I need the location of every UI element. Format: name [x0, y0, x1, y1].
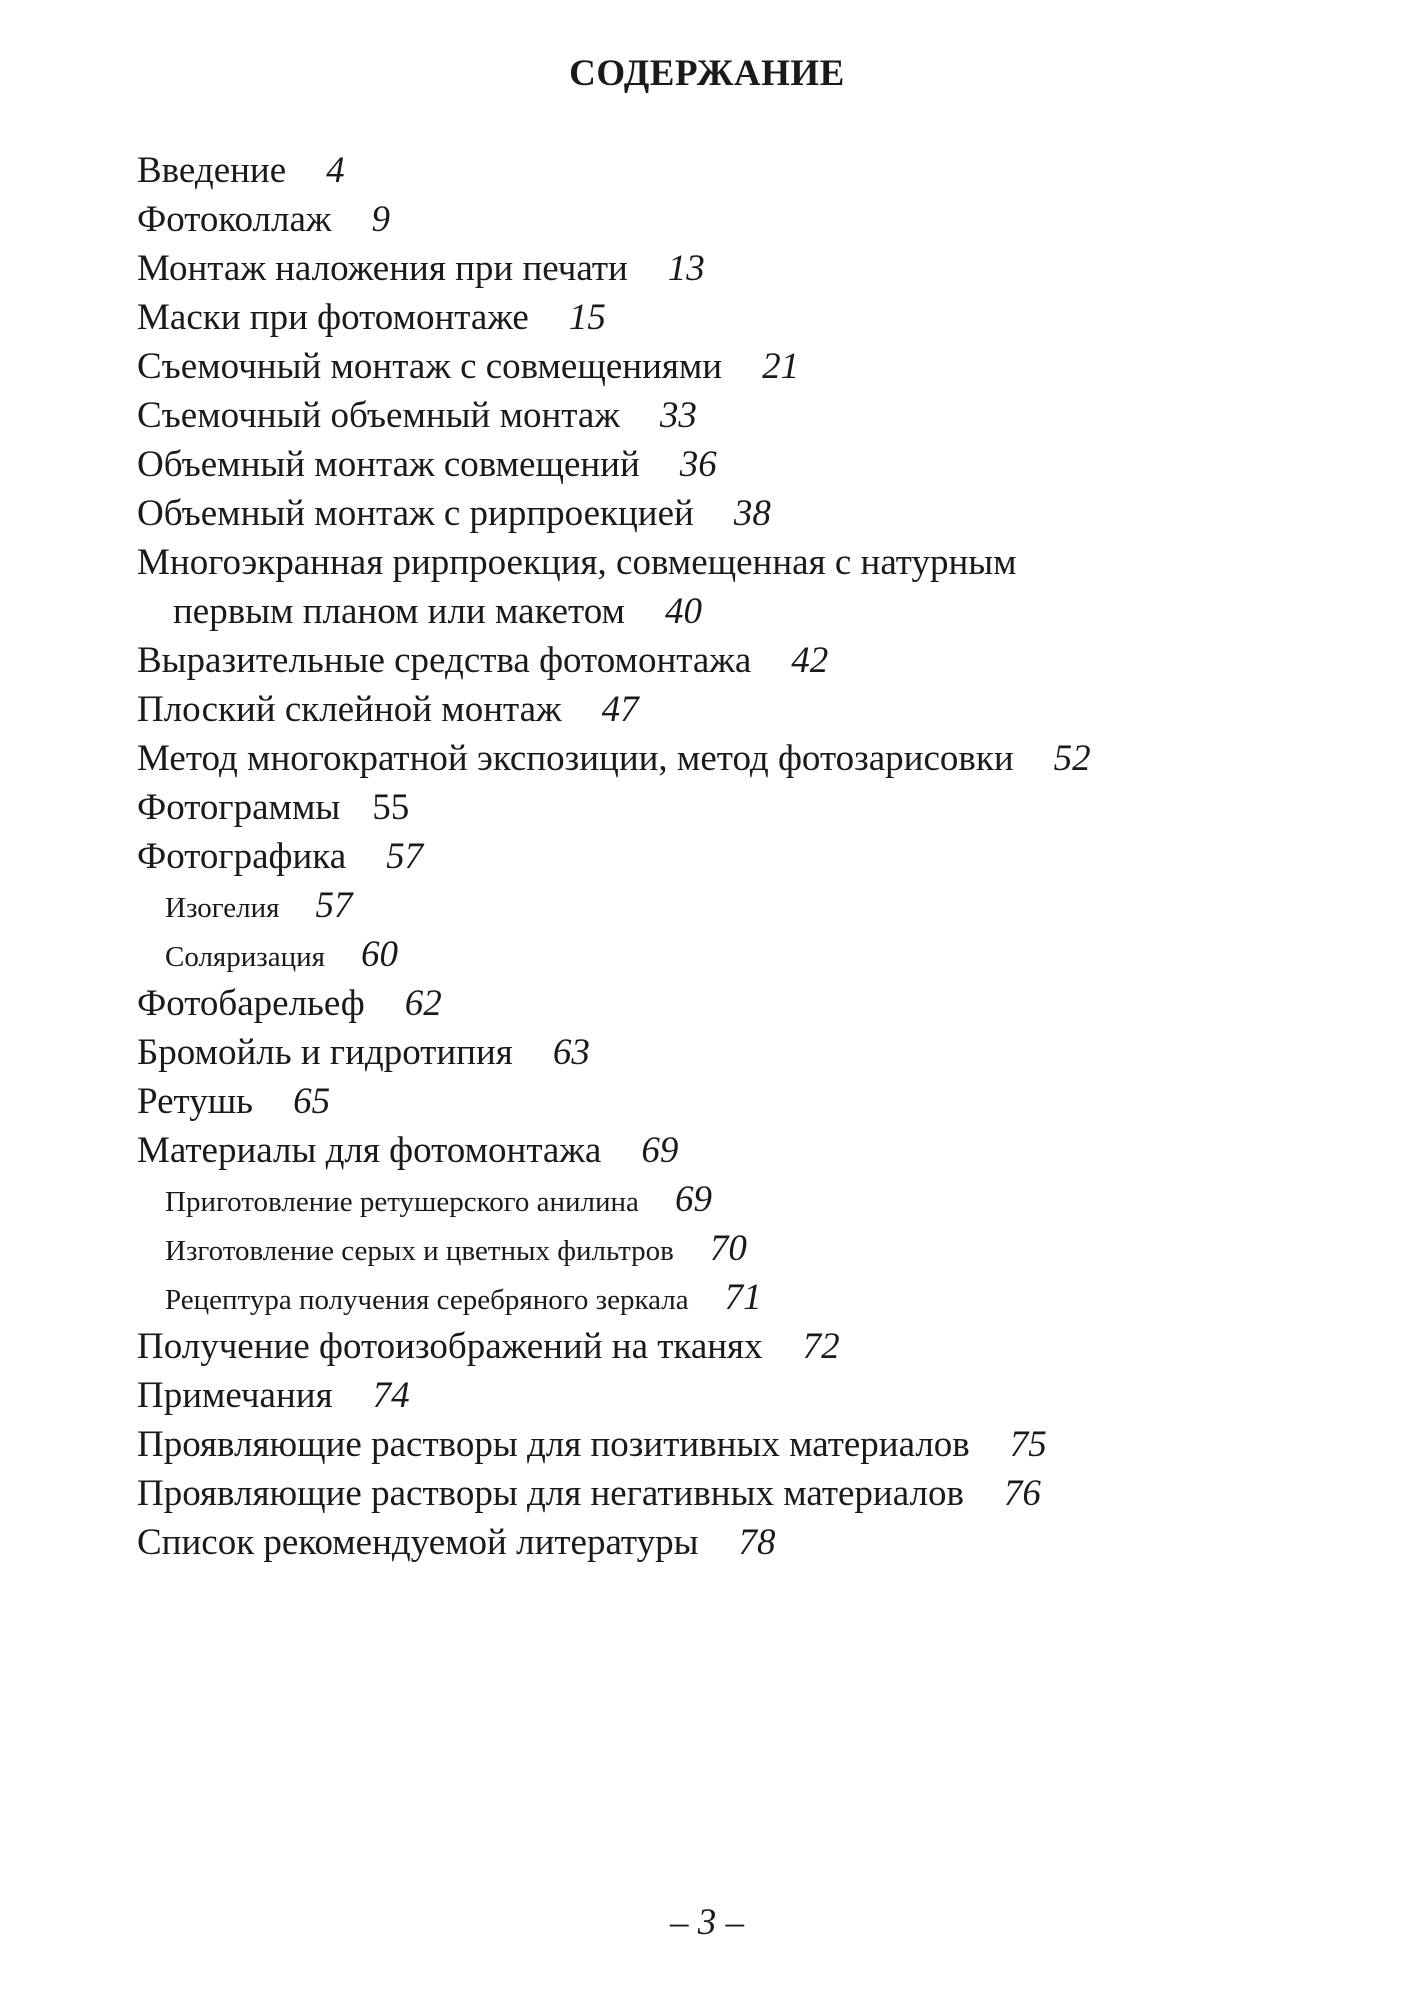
toc-entry-title: Съемочный объемный монтаж [137, 395, 620, 436]
toc-subentry[interactable] [137, 1224, 1091, 1273]
page-number: – 3 – [670, 1902, 744, 1943]
toc-entry[interactable] [137, 1126, 1091, 1175]
toc-entry-title: Бромойль и гидротипия [137, 1032, 513, 1073]
toc-entry[interactable] [137, 636, 1091, 685]
toc-entry[interactable] [137, 538, 1091, 587]
toc-subentry[interactable] [137, 1175, 1091, 1224]
toc-page-number: 38 [733, 493, 771, 534]
toc-entry[interactable] [137, 1028, 1091, 1077]
toc-page-number: 33 [659, 395, 697, 436]
toc-page-number: 13 [667, 248, 705, 289]
page-title: СОДЕРЖАНИЕ [569, 53, 845, 94]
toc-entry-title: Фотографика [137, 836, 347, 877]
toc-entry-title: Список рекомендуемой литературы [137, 1522, 699, 1563]
toc-page-number: 76 [1003, 1473, 1041, 1514]
toc-entry[interactable] [137, 195, 1091, 244]
toc-page-number: 69 [641, 1130, 679, 1171]
toc-page-number: 47 [601, 689, 639, 730]
toc-entry-title: Ретушь [137, 1081, 254, 1122]
toc-entry[interactable] [137, 1077, 1091, 1126]
toc-entry[interactable] [137, 685, 1091, 734]
toc-entry[interactable] [137, 146, 1091, 195]
toc-entry[interactable] [137, 783, 1091, 832]
toc-subentry[interactable] [137, 881, 1091, 930]
toc-entry[interactable] [137, 1518, 1091, 1567]
toc-page-number: 15 [568, 297, 606, 338]
toc-page-number: 4 [326, 150, 345, 191]
toc-entry-title: Фотобарельеф [137, 983, 365, 1024]
toc-page-number: 63 [552, 1032, 590, 1073]
toc-entry[interactable] [137, 342, 1091, 391]
toc-entry-title: Выразительные средства фотомонтажа [137, 640, 752, 681]
toc-entry-title: первым планом или макетом [173, 591, 625, 632]
toc-entry[interactable] [137, 832, 1091, 881]
toc-entry[interactable] [137, 391, 1091, 440]
toc-entry[interactable] [137, 979, 1091, 1028]
toc-page-number: 60 [361, 934, 398, 975]
toc-entry-title: Изготовление серых и цветных фильтров [165, 1235, 674, 1267]
toc-entry-title: Получение фотоизображений на тканях [137, 1326, 763, 1367]
toc-entry-title: Многоэкранная рирпроекция, совмещенная с натурным [137, 542, 1017, 583]
toc-entry-title: Изогелия [165, 892, 280, 924]
toc-page-number: 52 [1053, 738, 1091, 779]
toc-page-number: 75 [1009, 1424, 1047, 1465]
toc-page-number: 9 [371, 199, 390, 240]
toc-entry-title: Фотограммы [137, 787, 341, 828]
toc-page-number: 65 [293, 1081, 331, 1122]
toc-entry-title: Приготовление ретушерского анилина [165, 1186, 639, 1218]
toc-entry[interactable] [137, 1420, 1091, 1469]
toc-entry-title: Соляризация [165, 941, 325, 973]
toc-subentry[interactable] [137, 1273, 1091, 1322]
toc-entry[interactable] [137, 440, 1091, 489]
toc-page-number: 71 [724, 1277, 762, 1318]
toc-page-number: 57 [386, 836, 424, 877]
toc-page-number: 55 [372, 787, 410, 828]
toc-page-number: 40 [664, 591, 702, 632]
toc-page-number: 69 [674, 1179, 712, 1220]
toc-page-number: 57 [315, 885, 353, 926]
toc-entry-title: Примечания [137, 1375, 333, 1416]
toc-entry-title: Фотоколлаж [137, 199, 332, 240]
toc-page-number: 78 [738, 1522, 776, 1563]
toc-page-number: 42 [791, 640, 829, 681]
toc-entry-title: Съемочный монтаж с совмещениями [137, 346, 723, 387]
toc-entry[interactable] [137, 734, 1091, 783]
toc-entry[interactable] [137, 1371, 1091, 1420]
toc-entry-title: Монтаж наложения при печати [137, 248, 628, 289]
toc-page-number: 21 [762, 346, 800, 387]
toc-entry[interactable] [137, 1322, 1091, 1371]
toc-page-number: 62 [404, 983, 442, 1024]
toc-page-number: 74 [372, 1375, 410, 1416]
toc-entry-title: Маски при фотомонтаже [137, 297, 529, 338]
toc-page-number: 36 [679, 444, 717, 485]
toc-entry-title: Материалы для фотомонтажа [137, 1130, 602, 1171]
toc-entry[interactable] [137, 293, 1091, 342]
toc-entry-title: Метод многократной экспозиции, метод фотозарисовки [137, 738, 1014, 779]
toc-entry[interactable] [137, 244, 1091, 293]
toc-entry-title: Проявляющие растворы для позитивных материалов [137, 1424, 970, 1465]
table-of-contents [137, 146, 1091, 1567]
toc-entry-title: Объемный монтаж с рирпроекцией [137, 493, 694, 534]
toc-entry-title: Проявляющие растворы для негативных материалов [137, 1473, 964, 1514]
toc-entry-title: Объемный монтаж совмещений [137, 444, 640, 485]
toc-entry[interactable] [137, 489, 1091, 538]
toc-page-number: 72 [802, 1326, 840, 1367]
toc-subentry[interactable] [137, 930, 1091, 979]
toc-entry-title: Плоский склейной монтаж [137, 689, 562, 730]
toc-page-number: 70 [709, 1228, 747, 1269]
toc-entry-continuation[interactable] [137, 587, 1091, 636]
toc-entry-title: Рецептура получения серебряного зеркала [165, 1284, 689, 1316]
toc-entry-title: Введение [137, 150, 287, 191]
toc-entry[interactable] [137, 1469, 1091, 1518]
